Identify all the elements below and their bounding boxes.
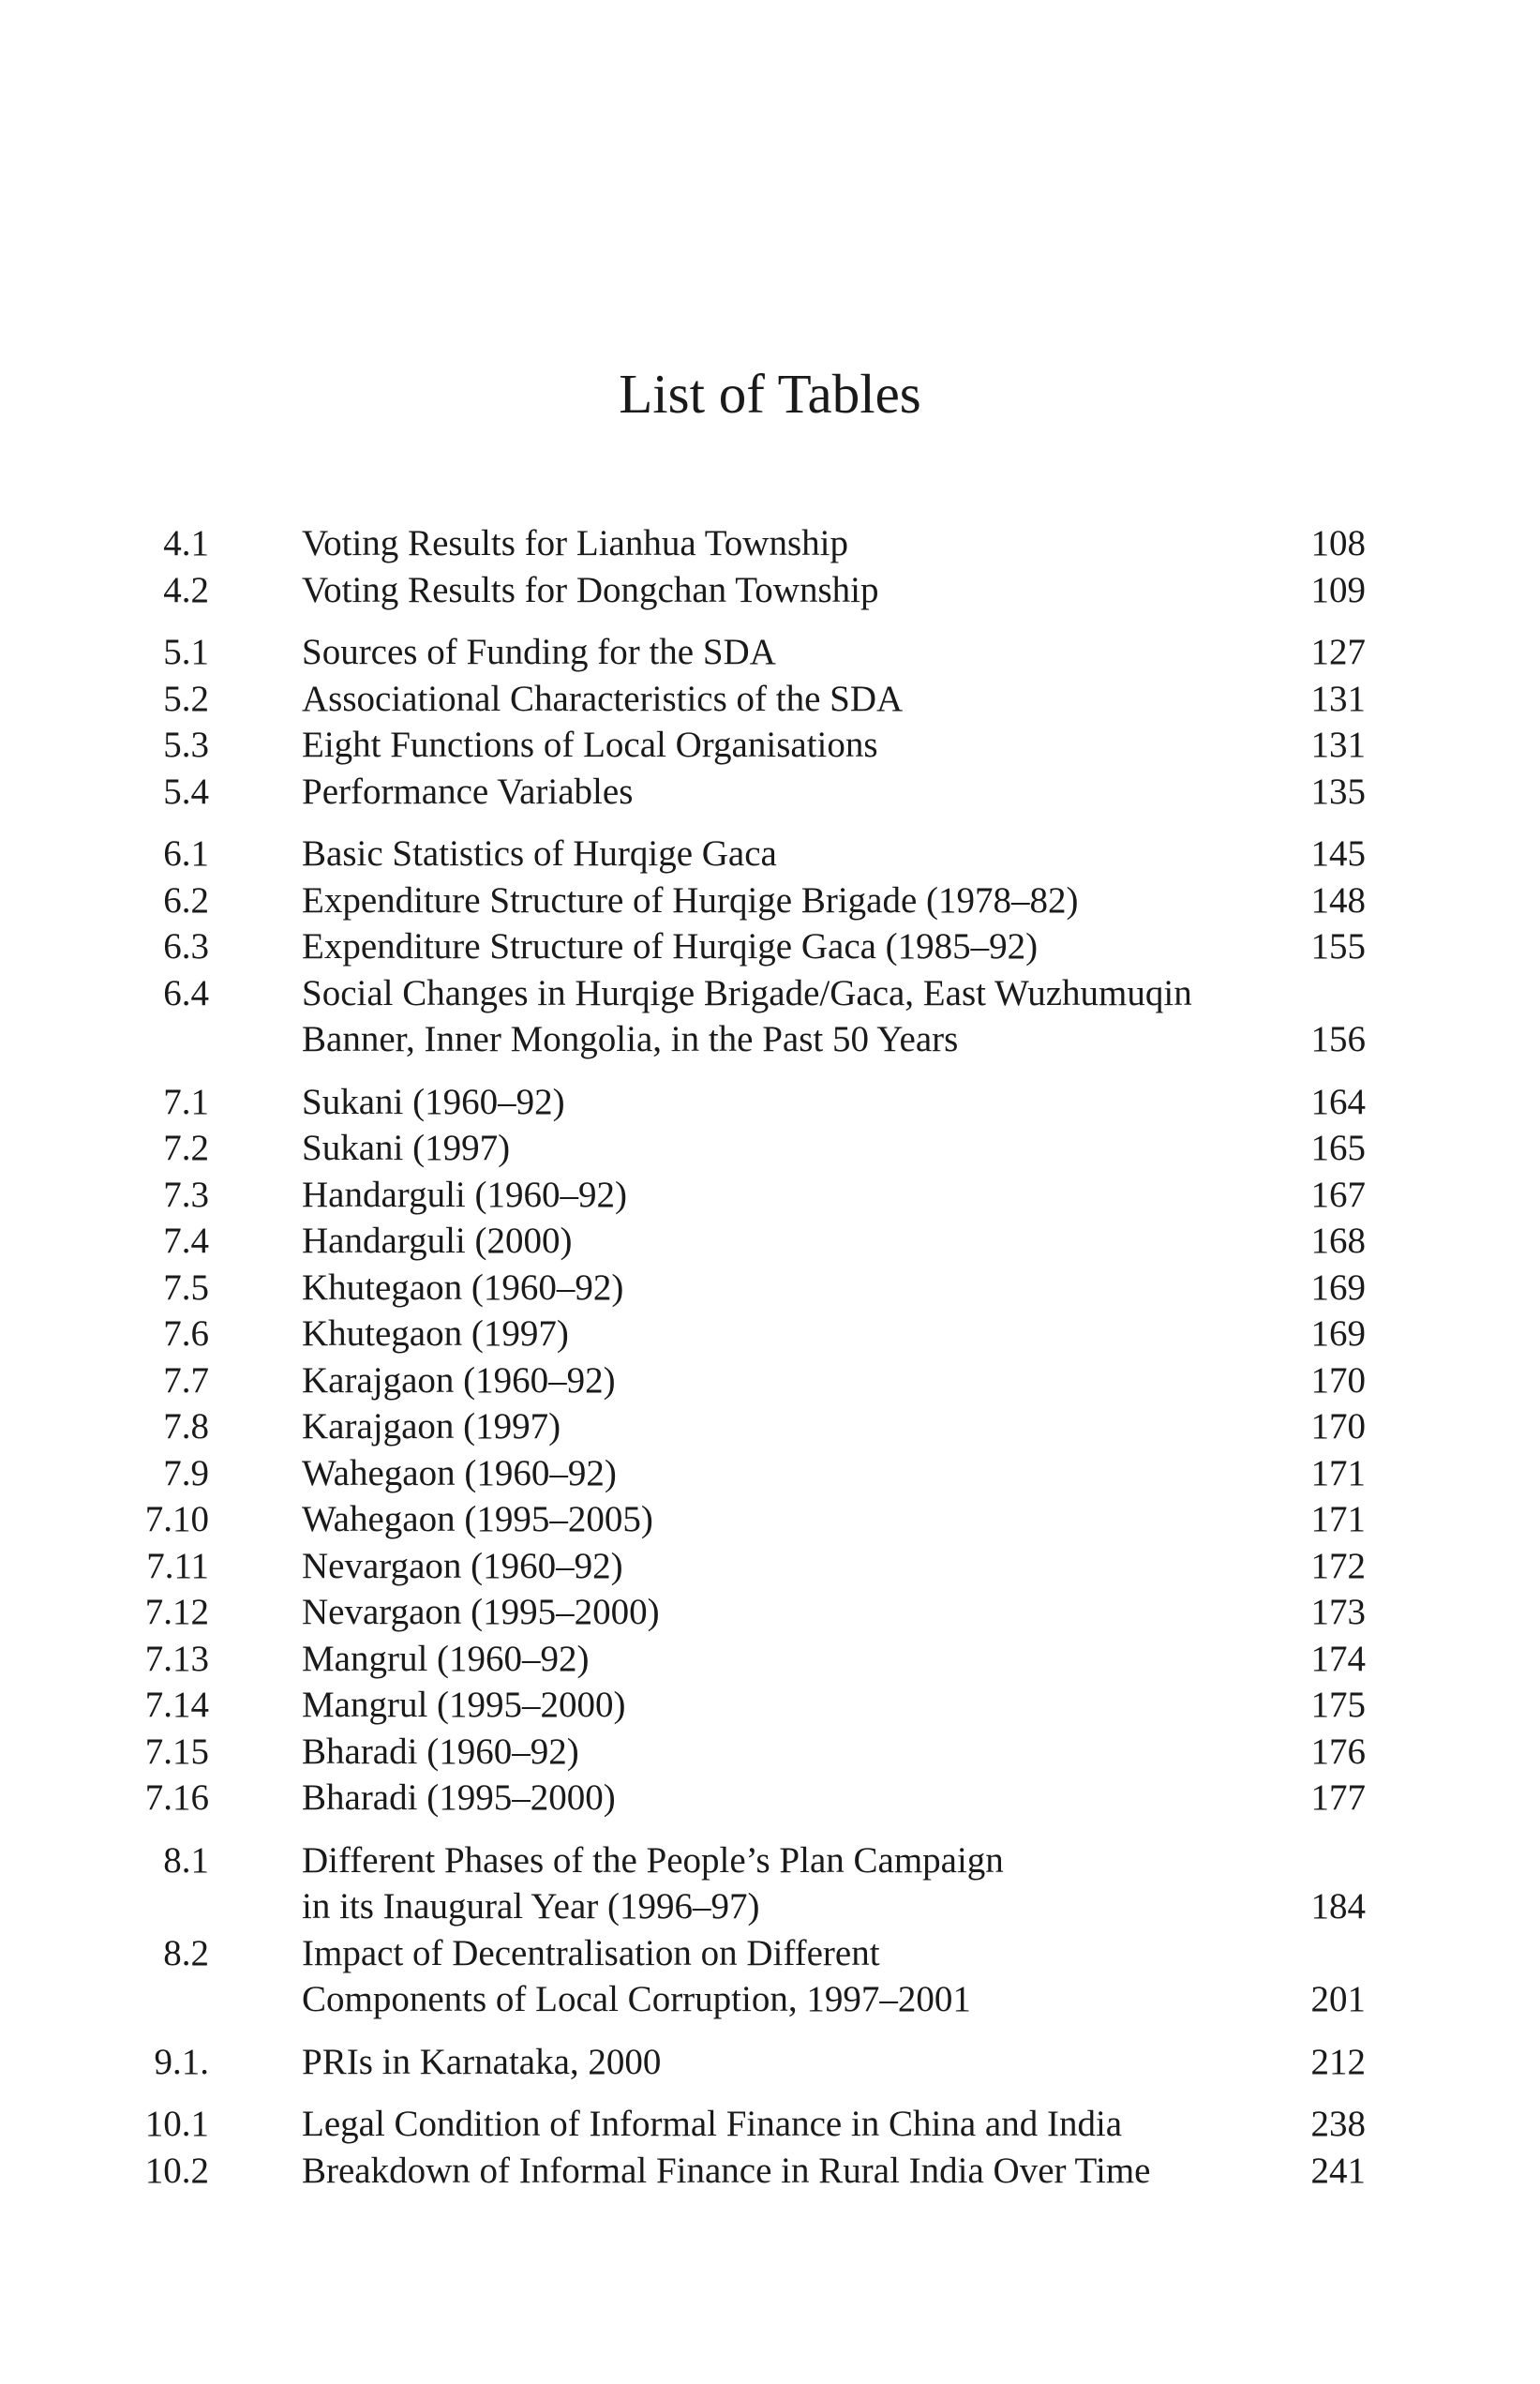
table-title: Wahegaon (1960–92) — [302, 1452, 617, 1493]
table-title: Wahegaon (1995–2005) — [302, 1499, 653, 1539]
table-group — [0, 520, 1540, 613]
page-number: 176 — [1310, 1731, 1366, 1772]
table-number: 6.2 — [163, 879, 209, 921]
table-number: 10.2 — [144, 2150, 209, 2191]
table-list-entry — [0, 1172, 1540, 1219]
page-number: 148 — [1310, 879, 1366, 921]
table-title: Mangrul (1995–2000) — [302, 1685, 626, 1725]
table-list-entry — [0, 1450, 1540, 1497]
table-list-entry — [0, 877, 1540, 924]
page-number: 172 — [1310, 1545, 1366, 1586]
table-title: Expenditure Structure of Hurqige Gaca (1985–92) — [302, 926, 1039, 967]
page-number: 241 — [1310, 2150, 1366, 2191]
table-title: PRIs in Karnataka, 2000 — [302, 2041, 662, 2082]
table-title: Social Changes in Hurqige Brigade/Gaca, East Wuzhumuqin Banner, Inner Mongolia, in the Past 50 Years — [302, 972, 1192, 1059]
table-title: Sources of Funding for the SDA — [302, 632, 776, 672]
page-number: 164 — [1310, 1081, 1366, 1122]
table-list-entry — [0, 1837, 1540, 1930]
table-title: Khutegaon (1960–92) — [302, 1267, 624, 1308]
table-number: 7.15 — [144, 1731, 209, 1772]
table-number: 6.3 — [163, 926, 209, 967]
page-number: 175 — [1310, 1685, 1366, 1725]
table-list-entry — [0, 2101, 1540, 2148]
table-group — [0, 1079, 1540, 1822]
table-number: 8.1 — [163, 1839, 209, 1881]
page-number: 171 — [1310, 1499, 1366, 1539]
table-number: 7.2 — [163, 1128, 209, 1168]
table-list-entry — [0, 1265, 1540, 1312]
table-number: 7.9 — [163, 1452, 209, 1493]
table-title: Sukani (1997) — [302, 1128, 511, 1168]
table-number: 4.2 — [163, 569, 209, 610]
table-title: Handarguli (2000) — [302, 1221, 573, 1261]
table-list-entry — [0, 2148, 1540, 2195]
table-list-entry — [0, 1311, 1540, 1357]
table-number: 7.10 — [144, 1499, 209, 1539]
table-title: Legal Condition of Informal Finance in China and India — [302, 2104, 1123, 2144]
table-title: Voting Results for Dongchan Township — [302, 569, 879, 610]
table-title: Handarguli (1960–92) — [302, 1174, 627, 1215]
table-list-entry — [0, 1125, 1540, 1172]
page-number: 174 — [1310, 1638, 1366, 1679]
table-list-entry — [0, 1729, 1540, 1776]
page-number: 168 — [1310, 1221, 1366, 1261]
page-number: 170 — [1310, 1359, 1366, 1401]
table-list-entry — [0, 970, 1540, 1063]
table-list-entry — [0, 923, 1540, 970]
table-title: Karajgaon (1997) — [302, 1406, 561, 1447]
page-number: 212 — [1310, 2041, 1366, 2082]
table-title: Eight Functions of Local Organisations — [302, 725, 878, 765]
table-number: 5.1 — [163, 632, 209, 672]
table-title: Expenditure Structure of Hurqige Brigade (1978–82) — [302, 879, 1079, 921]
page-number: 165 — [1310, 1128, 1366, 1168]
table-title: Different Phases of the People’s Plan Campaign in its Inaugural Year (1996–97) — [302, 1839, 1004, 1927]
table-number: 7.11 — [146, 1545, 209, 1586]
page-title: List of Tables — [619, 363, 921, 425]
table-list-entry — [0, 1589, 1540, 1636]
table-list-entry — [0, 2039, 1540, 2086]
table-number: 7.4 — [163, 1221, 209, 1261]
page-number: 238 — [1310, 2104, 1366, 2144]
table-title: Nevargaon (1995–2000) — [302, 1592, 660, 1632]
table-title: Basic Statistics of Hurqige Gaca — [302, 833, 777, 874]
page-number: 201 — [1310, 1979, 1366, 2019]
table-title: Performance Variables — [302, 771, 634, 812]
table-title: Voting Results for Lianhua Township — [302, 523, 848, 563]
table-list-entry — [0, 520, 1540, 567]
table-title: Bharadi (1960–92) — [302, 1731, 579, 1772]
table-group — [0, 1837, 1540, 2023]
page-number: 173 — [1310, 1592, 1366, 1632]
table-number: 5.4 — [163, 771, 209, 812]
table-number: 5.3 — [163, 725, 209, 765]
table-group — [0, 629, 1540, 815]
table-number: 7.6 — [163, 1313, 209, 1354]
table-group — [0, 2039, 1540, 2086]
page-number: 177 — [1310, 1777, 1366, 1818]
table-title: Nevargaon (1960–92) — [302, 1545, 623, 1586]
table-title: Sukani (1960–92) — [302, 1081, 565, 1122]
table-title: Bharadi (1995–2000) — [302, 1777, 616, 1818]
page-number: 131 — [1310, 725, 1366, 765]
table-title: Karajgaon (1960–92) — [302, 1359, 616, 1401]
page-number: 108 — [1310, 523, 1366, 563]
table-title: Breakdown of Informal Finance in Rural India Over Time — [302, 2150, 1151, 2191]
page-number: 127 — [1310, 632, 1366, 672]
table-number: 4.1 — [163, 523, 209, 563]
table-list-entry — [0, 567, 1540, 614]
table-list-entry — [0, 629, 1540, 676]
table-list-entry — [0, 676, 1540, 723]
page-number: 169 — [1310, 1313, 1366, 1354]
table-list-entry — [0, 1682, 1540, 1729]
table-list-entry — [0, 1636, 1540, 1683]
table-title: Khutegaon (1997) — [302, 1313, 569, 1354]
page-number: 169 — [1310, 1267, 1366, 1308]
table-title: Associational Characteristics of the SDA — [302, 678, 904, 719]
table-list-entry — [0, 722, 1540, 769]
table-number: 10.1 — [144, 2104, 209, 2144]
table-number: 7.1 — [163, 1081, 209, 1122]
table-list-entry — [0, 1079, 1540, 1126]
table-list — [0, 520, 1540, 2210]
page-number: 135 — [1310, 771, 1366, 812]
table-list-entry — [0, 831, 1540, 877]
page-number: 109 — [1310, 569, 1366, 610]
table-list-entry — [0, 769, 1540, 816]
page-number: 171 — [1310, 1452, 1366, 1493]
table-group — [0, 831, 1540, 1063]
page-number: 145 — [1310, 833, 1366, 874]
table-number: 6.4 — [163, 972, 209, 1013]
table-group — [0, 2101, 1540, 2194]
table-number: 7.12 — [144, 1592, 209, 1632]
table-number: 6.1 — [163, 833, 209, 874]
page-number: 184 — [1310, 1886, 1366, 1927]
table-list-entry — [0, 1543, 1540, 1590]
table-list-entry — [0, 1775, 1540, 1822]
page-number: 131 — [1310, 678, 1366, 719]
page-number: 156 — [1310, 1019, 1366, 1059]
table-number: 7.16 — [144, 1777, 209, 1818]
table-number: 5.2 — [163, 678, 209, 719]
table-list-entry — [0, 1930, 1540, 2023]
table-list-entry — [0, 1218, 1540, 1265]
page-number: 155 — [1310, 926, 1366, 967]
page-number: 167 — [1310, 1174, 1366, 1215]
table-number: 9.1. — [154, 2041, 209, 2082]
table-number: 7.3 — [163, 1174, 209, 1215]
table-number: 7.13 — [144, 1638, 209, 1679]
table-number: 7.5 — [163, 1267, 209, 1308]
page-number: 170 — [1310, 1406, 1366, 1447]
table-title: Mangrul (1960–92) — [302, 1638, 590, 1679]
table-list-entry — [0, 1403, 1540, 1450]
table-title: Impact of Decentralisation on Different Components of Local Corruption, 1997–2001 — [302, 1932, 971, 2019]
table-number: 7.7 — [163, 1359, 209, 1401]
table-list-entry — [0, 1496, 1540, 1543]
table-number: 7.14 — [144, 1685, 209, 1725]
table-number: 7.8 — [163, 1406, 209, 1447]
table-number: 8.2 — [163, 1932, 209, 1973]
table-list-entry — [0, 1357, 1540, 1404]
